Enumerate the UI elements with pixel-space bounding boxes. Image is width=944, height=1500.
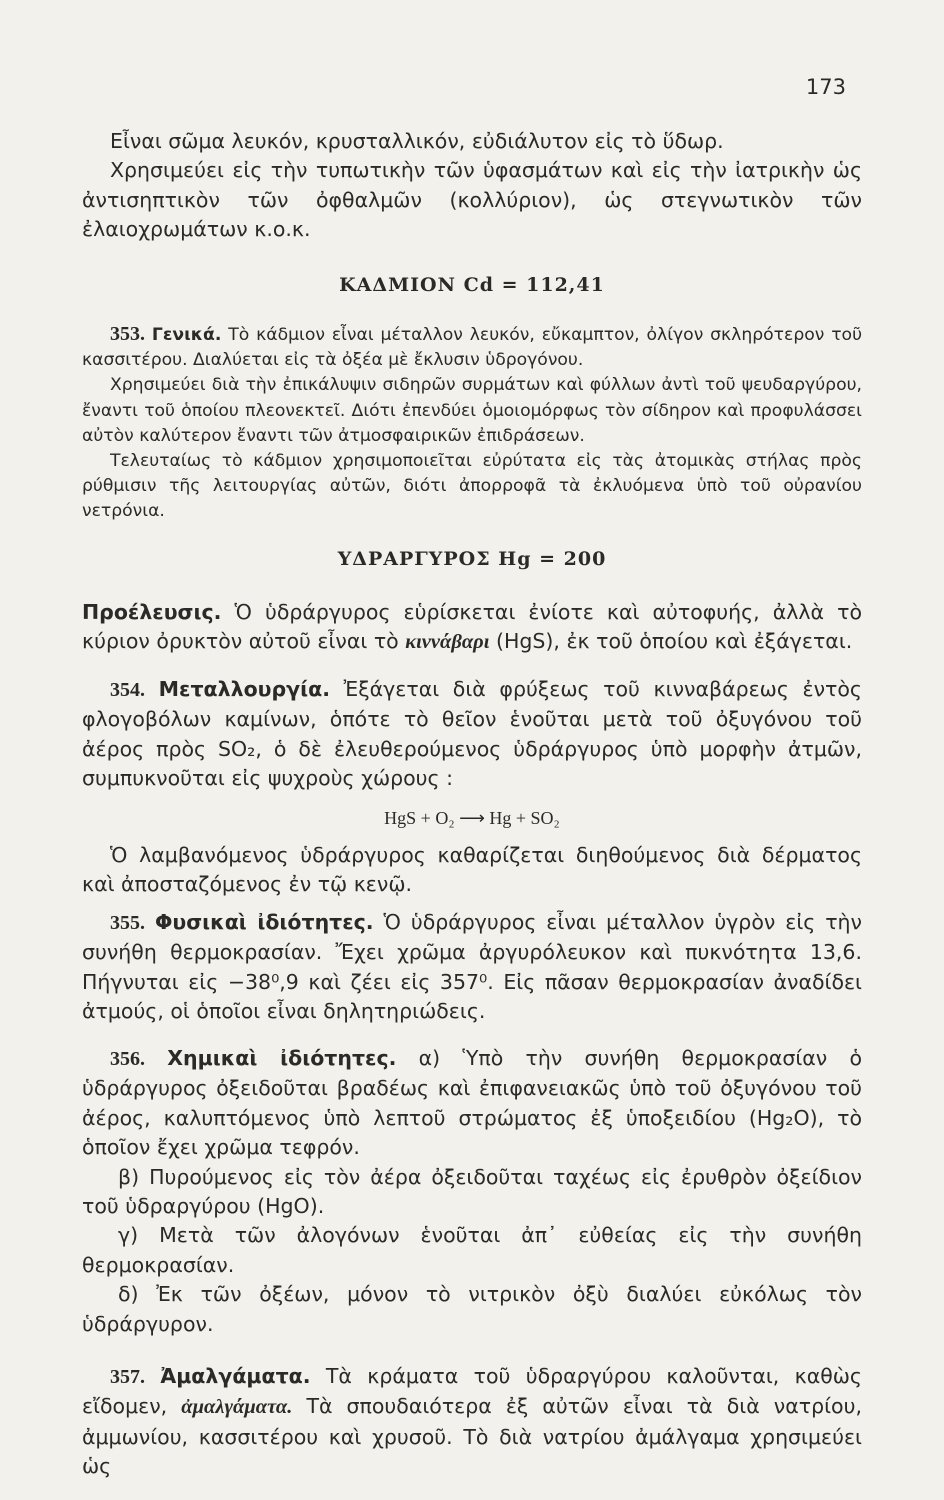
- amalgam-term: ἀμαλγάματα.: [181, 1396, 293, 1419]
- section-356: [82, 1044, 862, 1339]
- provenance-text-a: Ὁ ὑδράργυρος εὑρίσκεται ἐνίοτε καὶ αὐτοφυής, ἀλλὰ τὸ κύριον ὀρυκτὸν αὐτοῦ εἶναι τὸ: [82, 600, 862, 654]
- section-357-title: Ἀμαλγάματα.: [160, 1364, 311, 1388]
- section-357-text-a: Τὰ κράματα τοῦ ὑδραργύρου καλοῦνται, καθὼς εἴδομεν,: [82, 1364, 862, 1419]
- section-353: [82, 322, 862, 373]
- section-356-title: Χημικαὶ ἰδιότητες.: [167, 1046, 397, 1070]
- provenance-paragraph: [82, 598, 862, 658]
- section-355-paragraph: [82, 908, 862, 1027]
- section-354: [82, 675, 862, 899]
- cadmium-paragraph-3: Τελευταίως τὸ κάδμιον χρησιμοποιεῖται εὐρύτατα εἰς τὰς ἀτομικὰς στήλας πρὸς ρύθμισιν τῆς λειτουργίας αὐτῶν, διότι ἀπορροφᾶ τὰ ἐκλυόμενα ὑπὸ τοῦ οὐρανίου νετρόνια.: [82, 451, 862, 522]
- section-353-text: Τὸ κάδμιον εἶναι μέταλλον λευκόν, εὔκαμπτον, ὀλίγον σκληρότερον τοῦ κασσιτέρου. Διαλύεται εἰς τὰ ὀξέα μὲ ἔκλυσιν ὑδρογόνου.: [82, 325, 863, 371]
- section-354-paragraph: [82, 675, 862, 794]
- cadmium-heading: ΚΑΔΜΙΟΝ Cd = 112,41: [339, 274, 605, 296]
- page-number: 173: [805, 75, 846, 99]
- section-356-d: δ) Ἐκ τῶν ὀξέων, μόνον τὸ νιτρικὸν ὀξὺ διαλύει εὐκόλως τὸν ὑδράργυρον.: [82, 1282, 862, 1336]
- section-353-number: 353.: [110, 323, 145, 345]
- section-355-title: Φυσικαὶ ἰδιότητες.: [154, 910, 374, 934]
- cadmium-paragraph-2: Χρησιμεύει διὰ τὴν ἐπικάλυψιν σιδηρῶν συρμάτων καὶ φύλλων ἀντὶ τοῦ ψευδαργύρου, ἔναντι τοῦ ὁποίου πλεονεκτεῖ. Διότι ἐπενδύει ὁμοιομόρφως τὸν σίδηρον καὶ προφυλάσσει αὐτὸν καλύτερον ἔναντι τῶν ἀτμοσφαιρικῶν ἐπιδράσεων.: [82, 375, 862, 446]
- section-356-b: β) Πυρούμενος εἰς τὸν ἀέρα ὀξειδοῦται ταχέως εἰς ἐρυθρὸν ὀξείδιον τοῦ ὑδραργύρου (HgO).: [82, 1164, 862, 1219]
- section-357: [82, 1362, 862, 1482]
- provenance-text-b: (HgS), ἐκ τοῦ ὁποίου καὶ ἐξάγεται.: [495, 629, 853, 654]
- intro-paragraph-2: Χρησιμεύει εἰς τὴν τυπωτικὴν τῶν ὑφασμάτων καὶ εἰς τὴν ἰατρικὴν ὡς ἀντισηπτικὸν τῶν ὀφθαλμῶν (κολλύριον), ὡς στεγνωτικὸν τῶν ἐλαιοχρωμάτων κ.ο.κ.: [82, 158, 862, 242]
- intro-line-1: Εἶναι σῶμα λευκόν, κρυσταλλικόν, εὐδιάλυτον εἰς τὸ ὕδωρ.: [110, 129, 724, 153]
- cinnabar-term: κιννάβαρι: [405, 631, 490, 654]
- section-357-text-b: Τὰ σπουδαιότερα ἐξ αὐτῶν εἶναι τὰ διὰ νατρίου, ἀμμωνίου, κασσιτέρου καὶ χρυσοῦ. Τὸ διὰ νατρίου ἀμάλγαμα χρησιμεύει ὡς: [82, 1394, 862, 1479]
- section-354-title: Μεταλλουργία.: [158, 677, 330, 701]
- mercury-heading: ΥΔΡΑΡΓΥΡΟΣ Hg = 200: [337, 548, 607, 570]
- section-355-number: 355.: [110, 912, 145, 934]
- section-356-text-a: α) Ὑπὸ τὴν συνήθη θερμοκρασίαν ὁ ὑδράργυρος ὀξειδοῦται βραδέως καὶ ἐπιφανειακῶς ὑπὸ τοῦ ὀξυγόνου τοῦ ἀέρος, καλυπτόμενος ὑπὸ λεπτοῦ στρώματος ἐξ ὑποξειδίου (Hg₂O), τὸ ὁποῖον ἔχει χρῶμα τεφρόν.: [82, 1046, 862, 1160]
- section-356-a: [82, 1044, 862, 1163]
- section-356-c: γ) Μετὰ τῶν ἀλογόνων ἑνοῦται ἀπ᾽ εὐθείας εἰς τὴν συνήθη θερμοκρασίαν.: [82, 1223, 862, 1277]
- section-355: [82, 908, 862, 1027]
- intro-section: [82, 127, 862, 245]
- section-354-text: Ἐξάγεται διὰ φρύξεως τοῦ κινναβάρεως ἐντὸς φλογοβόλων καμίνων, ὁπότε τὸ θεῖον ἑνοῦται μετὰ τοῦ ὀξυγόνου τοῦ ἀέρος πρὸς SO₂, ὁ δὲ ἐλευθερούμενος ὑδράργυρος ὑπὸ μορφὴν ἀτμῶν, συμπυκνοῦται εἰς ψυχροὺς χώρους :: [82, 677, 862, 791]
- provenance-section: [82, 598, 862, 658]
- section-354-number: 354.: [110, 679, 145, 701]
- provenance-title: Προέλευσις.: [82, 600, 222, 624]
- section-354-after: Ὁ λαμβανόμενος ὑδράργυρος καθαρίζεται διηθούμενος διὰ δέρματος καὶ ἀποσταζόμενος ἐν τῷ κενῷ.: [82, 842, 862, 897]
- section-353-title: Γενικά.: [151, 325, 222, 345]
- chemical-equation: HgS + O₂ ⟶ Hg + SO₂: [384, 807, 560, 828]
- section-355-text: Ὁ ὑδράργυρος εἶναι μέταλλον ὑγρὸν εἰς τὴν συνήθη θερμοκρασίαν. Ἔχει χρῶμα ἀργυρόλευκον καὶ πυκνότητα 13,6. Πήγνυται εἰς −38⁰,9 καὶ ζέει εἰς 357⁰. Εἰς πᾶσαν θερμοκρασίαν ἀναδίδει ἀτμούς, οἱ ὁποῖοι εἶναι δηλητηριώδεις.: [82, 910, 863, 1024]
- section-356-number: 356.: [110, 1048, 145, 1070]
- cadmium-section: [82, 322, 862, 525]
- section-357-number: 357.: [110, 1366, 145, 1388]
- section-357-paragraph: [82, 1362, 862, 1482]
